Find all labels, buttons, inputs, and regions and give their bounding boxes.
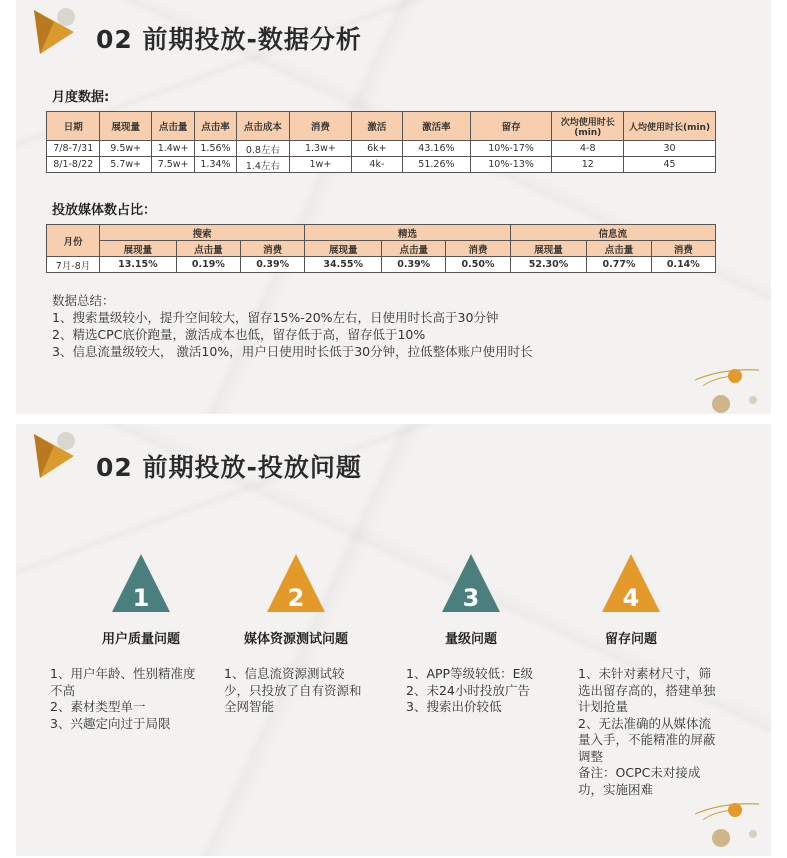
corner-dots-icon xyxy=(693,794,763,850)
subheader-cell: 点击量 xyxy=(587,241,651,257)
subheader-cell: 点击量 xyxy=(176,241,240,257)
issue-body-line: 1、用户年龄、性别精准度不高 xyxy=(50,666,196,698)
summary-line: 3、信息流量级较大， 激活10%，用户日使用时长低于30分钟，拉低整体账户使用时长 xyxy=(52,344,533,359)
issue-body-line: 2、素材类型单一 xyxy=(50,699,146,714)
table-header-cell: 点击量 xyxy=(151,112,194,141)
issue-title: 留存问题 xyxy=(604,632,657,647)
issue-body-line: 2、未24小时投放广告 xyxy=(406,682,530,698)
table-cell: 7.5w+ xyxy=(151,157,194,173)
issue-body-line: 2、无法准确的从媒体流量入手，不能精准的屏蔽调整 xyxy=(578,715,716,764)
table-cell: 6k+ xyxy=(351,141,402,157)
issue-body-line: 1、信息流资源测试较少，只投放了自有资源和全网智能 xyxy=(224,666,362,714)
table-cell: 9.5w+ xyxy=(100,141,151,157)
subheader-cell: 点击量 xyxy=(382,241,446,257)
table-cell: 13.15% xyxy=(100,257,177,273)
table-header-cell: 激活率 xyxy=(403,112,471,141)
issue-title: 用户质量问题 xyxy=(101,632,180,647)
issue-body xyxy=(406,666,556,716)
table-header-cell: 展现量 xyxy=(100,112,151,141)
table-cell: 1.3w+ xyxy=(290,141,352,157)
table-cell: 45 xyxy=(624,157,716,173)
table-cell: 0.19% xyxy=(176,257,240,273)
table-cell: 1.4w+ xyxy=(151,141,194,157)
table-cell: 4k- xyxy=(351,157,402,173)
table-cell: 0.39% xyxy=(382,257,446,273)
monthly-data-table xyxy=(46,111,716,173)
slide-issues xyxy=(16,424,771,856)
table-cell: 51.26% xyxy=(403,157,471,173)
summary-line: 数据总结： xyxy=(52,293,115,308)
issue-body-line: 3、兴趣定向过于局限 xyxy=(50,715,171,731)
issue-2 xyxy=(221,552,371,647)
issue-number: 2 xyxy=(287,584,305,612)
table-header-cell: 点击成本 xyxy=(236,112,289,141)
table-header-cell: 激活 xyxy=(351,112,402,141)
table-cell: 43.16% xyxy=(403,141,471,157)
table-cell: 1.56% xyxy=(195,141,236,157)
table-cell: 5.7w+ xyxy=(100,157,151,173)
triangle-number-icon xyxy=(600,552,662,614)
triangle-number-icon xyxy=(265,552,327,614)
triangle-number-icon xyxy=(440,552,502,614)
corner-triangle-icon xyxy=(34,432,94,482)
group-header-cell: 信息流 xyxy=(510,225,715,241)
monthly-data-label: 月度数据: xyxy=(52,90,110,105)
table-header-cell: 日期 xyxy=(47,112,100,141)
table-cell: 10%-17% xyxy=(470,141,552,157)
corner-triangle-icon xyxy=(34,8,94,58)
table-cell: 0.77% xyxy=(587,257,651,273)
table-cell: 30 xyxy=(624,141,716,157)
group-header-cell: 搜索 xyxy=(100,225,305,241)
table-cell: 0.39% xyxy=(241,257,305,273)
data-summary xyxy=(52,292,533,360)
table-header-cell: 次均使用时长(min) xyxy=(552,112,624,141)
page-title: 02 前期投放-投放问题 xyxy=(96,453,362,482)
table-cell: 52.30% xyxy=(510,257,587,273)
row-label-cell: 7月-8月 xyxy=(47,257,100,273)
table-cell: 12 xyxy=(552,157,624,173)
issue-1 xyxy=(66,552,216,647)
table-cell: 0.14% xyxy=(651,257,715,273)
issue-4 xyxy=(556,552,706,647)
month-header-cell: 月份 xyxy=(47,225,100,257)
corner-dots-icon xyxy=(693,360,763,414)
table-row xyxy=(47,157,716,173)
issue-title: 媒体资源测试问题 xyxy=(243,632,348,647)
page-title: 02 前期投放-数据分析 xyxy=(96,25,362,54)
table-cell: 10%-13% xyxy=(470,157,552,173)
table-cell: 1.4左右 xyxy=(236,157,289,173)
issue-body-line: 3、搜索出价较低 xyxy=(406,699,502,714)
table-cell: 0.50% xyxy=(446,257,510,273)
issue-body xyxy=(224,666,364,716)
subheader-cell: 展现量 xyxy=(510,241,587,257)
table-row xyxy=(47,257,716,273)
table-cell: 0.8左右 xyxy=(236,141,289,157)
table-cell: 4-8 xyxy=(552,141,624,157)
issue-body-line: 1、未针对素材尺寸，筛选出留存高的，搭建单独计划抢量 xyxy=(578,666,716,714)
table-header-cell: 消费 xyxy=(290,112,352,141)
summary-line: 1、搜索量级较小，提升空间较大，留存15%-20%左右，日使用时长高于30分钟 xyxy=(52,310,499,325)
table-row xyxy=(47,141,716,157)
issue-3 xyxy=(396,552,546,647)
subheader-cell: 消费 xyxy=(651,241,715,257)
issue-title: 量级问题 xyxy=(444,632,497,647)
issue-body-line: 备注：OCPC未对接成功，实施困难 xyxy=(578,765,701,797)
issue-number: 3 xyxy=(462,584,480,612)
subheader-cell: 消费 xyxy=(446,241,510,257)
issue-body-line: 1、APP等级较低：E级 xyxy=(406,666,533,681)
slide-data-analysis xyxy=(16,0,771,414)
table-cell: 8/1-8/22 xyxy=(47,157,100,173)
table-cell: 1.34% xyxy=(195,157,236,173)
table-cell: 1w+ xyxy=(290,157,352,173)
issue-number: 4 xyxy=(622,584,640,612)
triangle-number-icon xyxy=(110,552,172,614)
table-header-cell: 人均使用时长(min) xyxy=(624,112,716,141)
table-header-cell: 点击率 xyxy=(195,112,236,141)
media-share-table xyxy=(46,224,716,273)
subheader-cell: 消费 xyxy=(241,241,305,257)
table-header-cell: 留存 xyxy=(470,112,552,141)
issue-body xyxy=(578,666,723,798)
media-share-label: 投放媒体数占比： xyxy=(52,203,157,218)
subheader-cell: 展现量 xyxy=(305,241,382,257)
summary-line: 2、精选CPC底价跑量，激活成本也低，留存低于高，留存低于10% xyxy=(52,327,426,342)
table-cell: 7/8-7/31 xyxy=(47,141,100,157)
group-header-cell: 精选 xyxy=(305,225,510,241)
table-cell: 34.55% xyxy=(305,257,382,273)
issue-number: 1 xyxy=(132,584,150,612)
subheader-cell: 展现量 xyxy=(100,241,177,257)
issue-body xyxy=(50,666,200,732)
